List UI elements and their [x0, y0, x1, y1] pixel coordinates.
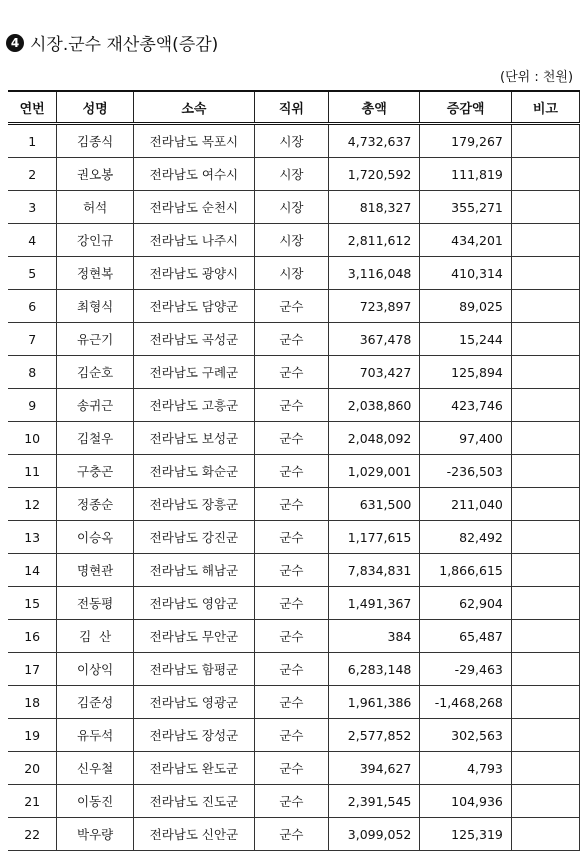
cell-no: 17 — [8, 653, 57, 686]
table-row — [8, 488, 580, 521]
cell-total: 703,427 — [329, 356, 420, 389]
cell-position: 시장 — [254, 191, 328, 224]
cell-position: 군수 — [254, 653, 328, 686]
cell-total: 2,811,612 — [329, 224, 420, 257]
unit-label: (단위 : 천원) — [500, 70, 574, 85]
cell-note — [511, 158, 579, 191]
cell-name: 구충곤 — [57, 455, 134, 488]
cell-name: 권오봉 — [57, 158, 134, 191]
cell-name: 유근기 — [57, 323, 134, 356]
cell-affiliation: 전라남도 여수시 — [133, 158, 254, 191]
cell-name: 정현복 — [57, 257, 134, 290]
cell-no: 2 — [8, 158, 57, 191]
cell-position: 군수 — [254, 686, 328, 719]
cell-name: 정종순 — [57, 488, 134, 521]
cell-affiliation: 전라남도 나주시 — [133, 224, 254, 257]
column-header-total: 총액 — [329, 91, 420, 124]
cell-no: 15 — [8, 587, 57, 620]
column-header-affiliation: 소속 — [133, 91, 254, 124]
cell-affiliation: 전라남도 완도군 — [133, 752, 254, 785]
cell-affiliation: 전라남도 진도군 — [133, 785, 254, 818]
cell-affiliation: 전라남도 무안군 — [133, 620, 254, 653]
cell-no: 21 — [8, 785, 57, 818]
cell-note — [511, 191, 579, 224]
cell-no: 13 — [8, 521, 57, 554]
cell-total: 1,177,615 — [329, 521, 420, 554]
cell-note — [511, 521, 579, 554]
cell-no: 22 — [8, 818, 57, 851]
table-row — [8, 686, 580, 719]
cell-total: 367,478 — [329, 323, 420, 356]
cell-name: 송귀근 — [57, 389, 134, 422]
cell-change: 434,201 — [420, 224, 511, 257]
cell-total: 1,491,367 — [329, 587, 420, 620]
cell-position: 군수 — [254, 785, 328, 818]
cell-note — [511, 124, 579, 158]
cell-affiliation: 전라남도 신안군 — [133, 818, 254, 851]
cell-change: 97,400 — [420, 422, 511, 455]
cell-affiliation: 전라남도 영광군 — [133, 686, 254, 719]
table-row — [8, 356, 580, 389]
cell-affiliation: 전라남도 보성군 — [133, 422, 254, 455]
cell-position: 군수 — [254, 554, 328, 587]
table-row — [8, 224, 580, 257]
cell-note — [511, 785, 579, 818]
cell-name: 박우량 — [57, 818, 134, 851]
cell-change: 104,936 — [420, 785, 511, 818]
column-header-name: 성명 — [57, 91, 134, 124]
cell-no: 12 — [8, 488, 57, 521]
cell-affiliation: 전라남도 영암군 — [133, 587, 254, 620]
cell-total: 1,029,001 — [329, 455, 420, 488]
cell-total: 2,038,860 — [329, 389, 420, 422]
cell-position: 군수 — [254, 818, 328, 851]
cell-no: 3 — [8, 191, 57, 224]
cell-change: 111,819 — [420, 158, 511, 191]
cell-position: 군수 — [254, 488, 328, 521]
cell-no: 7 — [8, 323, 57, 356]
table-row — [8, 455, 580, 488]
circled-number-icon: 4 — [6, 34, 24, 52]
cell-total: 818,327 — [329, 191, 420, 224]
cell-affiliation: 전라남도 장성군 — [133, 719, 254, 752]
table-row — [8, 620, 580, 653]
cell-no: 11 — [8, 455, 57, 488]
cell-note — [511, 224, 579, 257]
table-row — [8, 257, 580, 290]
cell-note — [511, 488, 579, 521]
cell-change: 211,040 — [420, 488, 511, 521]
cell-note — [511, 752, 579, 785]
table-row — [8, 124, 580, 158]
cell-total: 3,116,048 — [329, 257, 420, 290]
cell-note — [511, 818, 579, 851]
cell-position: 군수 — [254, 422, 328, 455]
cell-note — [511, 257, 579, 290]
cell-name: 명현관 — [57, 554, 134, 587]
cell-affiliation: 전라남도 강진군 — [133, 521, 254, 554]
cell-total: 723,897 — [329, 290, 420, 323]
cell-total: 2,577,852 — [329, 719, 420, 752]
cell-total: 394,627 — [329, 752, 420, 785]
cell-no: 8 — [8, 356, 57, 389]
cell-note — [511, 455, 579, 488]
cell-name: 강인규 — [57, 224, 134, 257]
document-title-text: 시장.군수 재산총액(증감) — [30, 35, 219, 55]
cell-name: 김종식 — [57, 124, 134, 158]
cell-position: 군수 — [254, 290, 328, 323]
column-header-no: 연번 — [8, 91, 57, 124]
cell-affiliation: 전라남도 구례군 — [133, 356, 254, 389]
cell-affiliation: 전라남도 화순군 — [133, 455, 254, 488]
cell-affiliation: 전라남도 장흥군 — [133, 488, 254, 521]
cell-change: -29,463 — [420, 653, 511, 686]
table-row — [8, 719, 580, 752]
table-row — [8, 818, 580, 851]
cell-no: 5 — [8, 257, 57, 290]
table-row — [8, 653, 580, 686]
table-row — [8, 554, 580, 587]
cell-note — [511, 290, 579, 323]
cell-change: -1,468,268 — [420, 686, 511, 719]
cell-position: 군수 — [254, 356, 328, 389]
cell-total: 3,099,052 — [329, 818, 420, 851]
cell-no: 6 — [8, 290, 57, 323]
cell-position: 군수 — [254, 521, 328, 554]
cell-position: 군수 — [254, 620, 328, 653]
cell-name: 전동평 — [57, 587, 134, 620]
cell-no: 14 — [8, 554, 57, 587]
cell-change: 125,319 — [420, 818, 511, 851]
column-header-change: 증감액 — [420, 91, 511, 124]
cell-total: 384 — [329, 620, 420, 653]
cell-change: 62,904 — [420, 587, 511, 620]
cell-affiliation: 전라남도 순천시 — [133, 191, 254, 224]
cell-name: 김철우 — [57, 422, 134, 455]
cell-affiliation: 전라남도 곡성군 — [133, 323, 254, 356]
cell-note — [511, 323, 579, 356]
cell-note — [511, 422, 579, 455]
cell-name: 김 산 — [57, 620, 134, 653]
cell-note — [511, 389, 579, 422]
cell-name: 최형식 — [57, 290, 134, 323]
table-row — [8, 752, 580, 785]
cell-position: 군수 — [254, 752, 328, 785]
cell-position: 시장 — [254, 224, 328, 257]
table-row — [8, 785, 580, 818]
cell-change: 410,314 — [420, 257, 511, 290]
cell-name: 허석 — [57, 191, 134, 224]
cell-name: 유두석 — [57, 719, 134, 752]
cell-affiliation: 전라남도 고흥군 — [133, 389, 254, 422]
cell-change: 423,746 — [420, 389, 511, 422]
asset-table — [8, 90, 580, 851]
cell-total: 1,720,592 — [329, 158, 420, 191]
table-row — [8, 290, 580, 323]
table-row — [8, 389, 580, 422]
cell-change: 125,894 — [420, 356, 511, 389]
cell-total: 2,048,092 — [329, 422, 420, 455]
cell-note — [511, 356, 579, 389]
document-title — [6, 30, 218, 55]
cell-total: 631,500 — [329, 488, 420, 521]
cell-no: 4 — [8, 224, 57, 257]
cell-change: 1,866,615 — [420, 554, 511, 587]
cell-note — [511, 653, 579, 686]
cell-note — [511, 587, 579, 620]
cell-change: 89,025 — [420, 290, 511, 323]
cell-note — [511, 554, 579, 587]
cell-no: 20 — [8, 752, 57, 785]
table-row — [8, 587, 580, 620]
cell-note — [511, 686, 579, 719]
cell-change: 15,244 — [420, 323, 511, 356]
cell-position: 시장 — [254, 124, 328, 158]
cell-note — [511, 620, 579, 653]
cell-name: 이동진 — [57, 785, 134, 818]
cell-position: 군수 — [254, 719, 328, 752]
cell-name: 신우철 — [57, 752, 134, 785]
cell-position: 시장 — [254, 158, 328, 191]
cell-total: 6,283,148 — [329, 653, 420, 686]
cell-total: 1,961,386 — [329, 686, 420, 719]
cell-change: 179,267 — [420, 124, 511, 158]
table-row — [8, 422, 580, 455]
cell-no: 18 — [8, 686, 57, 719]
cell-change: 355,271 — [420, 191, 511, 224]
cell-no: 1 — [8, 124, 57, 158]
table-row — [8, 521, 580, 554]
cell-total: 2,391,545 — [329, 785, 420, 818]
cell-affiliation: 전라남도 함평군 — [133, 653, 254, 686]
column-header-note: 비고 — [511, 91, 579, 124]
cell-change: 65,487 — [420, 620, 511, 653]
table-row — [8, 323, 580, 356]
table-body — [8, 124, 580, 851]
cell-position: 시장 — [254, 257, 328, 290]
cell-position: 군수 — [254, 389, 328, 422]
cell-affiliation: 전라남도 광양시 — [133, 257, 254, 290]
cell-change: 4,793 — [420, 752, 511, 785]
table-row — [8, 158, 580, 191]
cell-affiliation: 전라남도 해남군 — [133, 554, 254, 587]
cell-name: 이승옥 — [57, 521, 134, 554]
cell-no: 19 — [8, 719, 57, 752]
cell-no: 10 — [8, 422, 57, 455]
cell-position: 군수 — [254, 455, 328, 488]
cell-affiliation: 전라남도 목포시 — [133, 124, 254, 158]
cell-no: 9 — [8, 389, 57, 422]
table-row — [8, 191, 580, 224]
table-header-row — [8, 91, 580, 124]
cell-change: 302,563 — [420, 719, 511, 752]
cell-total: 4,732,637 — [329, 124, 420, 158]
cell-position: 군수 — [254, 323, 328, 356]
column-header-position: 직위 — [254, 91, 328, 124]
cell-total: 7,834,831 — [329, 554, 420, 587]
cell-name: 김순호 — [57, 356, 134, 389]
cell-name: 이상익 — [57, 653, 134, 686]
cell-name: 김준성 — [57, 686, 134, 719]
cell-note — [511, 719, 579, 752]
cell-change: 82,492 — [420, 521, 511, 554]
cell-no: 16 — [8, 620, 57, 653]
cell-affiliation: 전라남도 담양군 — [133, 290, 254, 323]
cell-position: 군수 — [254, 587, 328, 620]
cell-change: -236,503 — [420, 455, 511, 488]
